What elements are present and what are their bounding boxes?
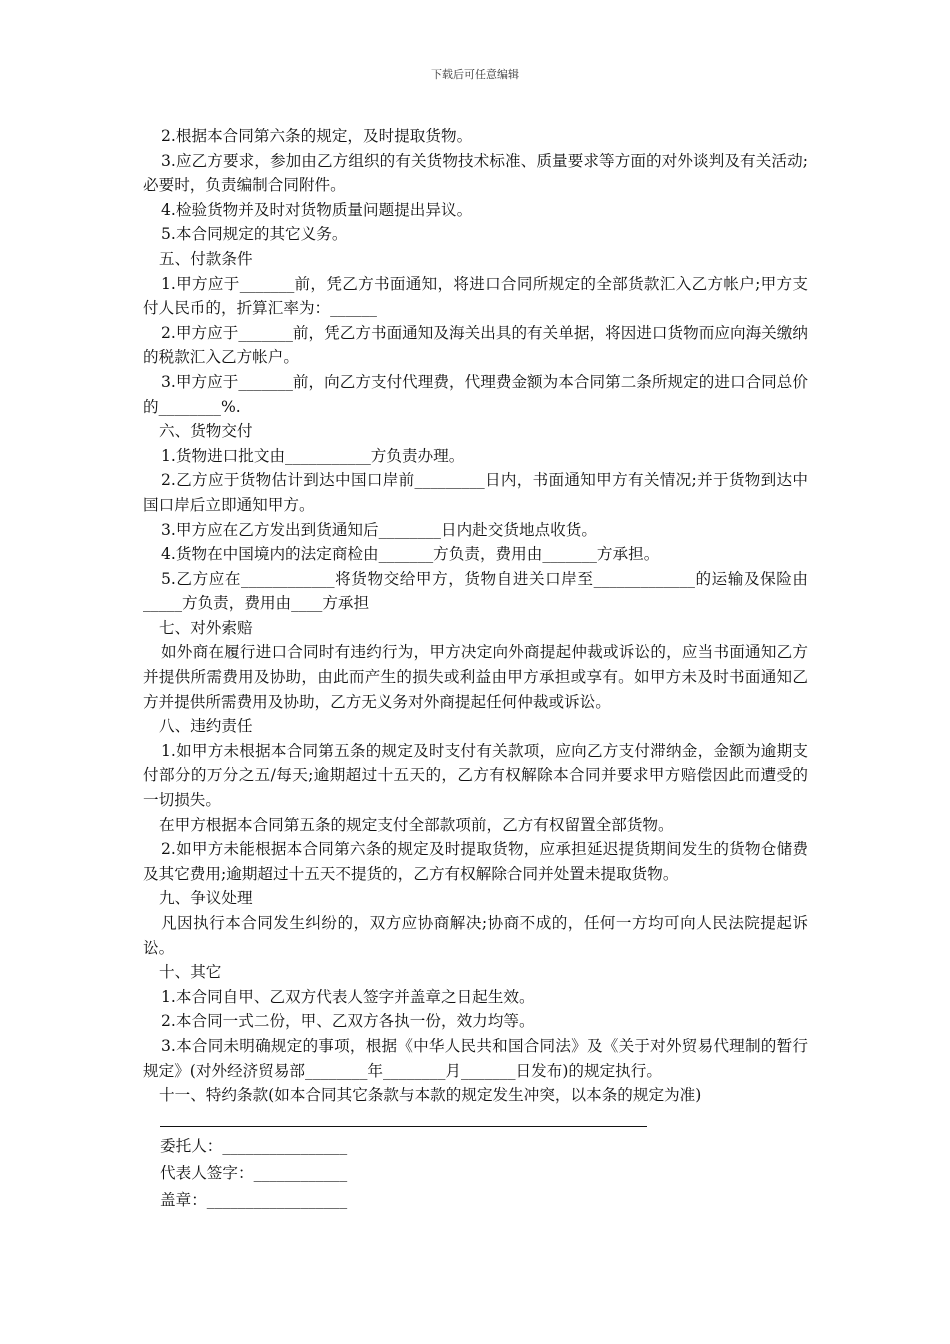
paragraph: 5.乙方应在____________将货物交给甲方，货物自进关口岸至_____________的运输及保险由_____方负责，费用由____方承担 [143, 569, 808, 613]
paragraph: 4.检验货物并及时对货物质量问题提出异议。 [161, 200, 473, 219]
representative-signature-line: 代表人签字：____________ [160, 1163, 348, 1182]
paragraph: 2.如甲方未能根据本合同第六条的规定及时提取货物，应承担延迟提货期间发生的货物仓储费及其它费用;逾期超过十五天不提货的，乙方有权解除合同并处置未提取货物。 [143, 840, 808, 883]
contract-body [143, 124, 808, 1214]
blank-underline [160, 1126, 647, 1127]
paragraph: 4.货物在中国境内的法定商检由_______方负责，费用由_______方承担。 [161, 545, 660, 564]
paragraph: 2.甲方应于_______前，凭乙方书面通知及海关出具的有关单据，将因进口货物而应向海关缴纳的税款汇入乙方帐户。 [143, 323, 808, 367]
seal-line: 盖章：__________________ [160, 1190, 348, 1209]
section-heading: 七、对外索赔 [159, 618, 253, 637]
paragraph: 2.乙方应于货物估计到达中国口岸前_________日内，书面通知甲方有关情况;并于货物到达中国口岸后立即通知甲方。 [143, 471, 808, 514]
page-header: 下载后可任意编辑 [431, 68, 519, 81]
paragraph: 在甲方根据本合同第五条的规定支付全部款项前，乙方有权留置全部货物。 [159, 815, 674, 834]
paragraph: 2.根据本合同第六条的规定，及时提取货物。 [161, 127, 473, 145]
paragraph: 5.本合同规定的其它义务。 [161, 225, 348, 244]
paragraph: 凡因执行本合同发生纠纷的，双方应协商解决;协商不成的，任何一方均可向人民法院提起诉讼。 [143, 914, 808, 957]
paragraph: 1.本合同自甲、乙双方代表人签字并盖章之日起生效。 [161, 987, 535, 1006]
paragraph: 如外商在履行进口合同时有违约行为，甲方决定向外商提起仲裁或诉讼的，应当书面通知乙方并提供所需费用及协助，由此而产生的损失或利益由甲方承担或享有。如甲方未及时书面通知乙方并提供所需费用及协助，乙方无义务对外商提起任何仲裁或诉讼。 [143, 643, 808, 711]
principal-line: 委托人：________________ [160, 1136, 348, 1155]
paragraph: 2.本合同一式二份，甲、乙双方各执一份，效力均等。 [161, 1012, 535, 1031]
section-heading: 五、付款条件 [159, 249, 253, 268]
paragraph: 3.甲方应于_______前，向乙方支付代理费，代理费金额为本合同第二条所规定的进口合同总价的________%. [143, 372, 808, 416]
section-heading: 九、争议处理 [159, 889, 253, 908]
section-heading: 十、其它 [159, 963, 222, 982]
paragraph: 1.甲方应于_______前，凭乙方书面通知，将进口合同所规定的全部货款汇入乙方帐户;甲方支付人民币的，折算汇率为：______ [143, 274, 808, 318]
section-heading: 十一、特约条款(如本合同其它条款与本款的规定发生冲突，以本条的规定为准) [159, 1086, 702, 1105]
section-heading: 八、违约责任 [159, 717, 253, 736]
paragraph: 3.应乙方要求，参加由乙方组织的有关货物技术标准、质量要求等方面的对外谈判及有关活动;必要时，负责编制合同附件。 [143, 151, 808, 195]
paragraph: 3.本合同未明确规定的事项，根据《中华人民共和国合同法》及《关于对外贸易代理制的暂行规定》(对外经济贸易部________年________月_______日发布)的规定执行。 [143, 1036, 808, 1080]
paragraph: 1.如甲方未根据本合同第五条的规定及时支付有关款项，应向乙方支付滞纳金，金额为逾期支付部分的万分之五/每天;逾期超过十五天的，乙方有权解除本合同并要求甲方赔偿因此而遭受的一切损失。 [143, 741, 808, 810]
paragraph: 3.甲方应在乙方发出到货通知后________日内赴交货地点收货。 [161, 520, 597, 539]
section-heading: 六、货物交付 [159, 422, 253, 441]
paragraph: 1.货物进口批文由___________方负责办理。 [161, 446, 465, 465]
